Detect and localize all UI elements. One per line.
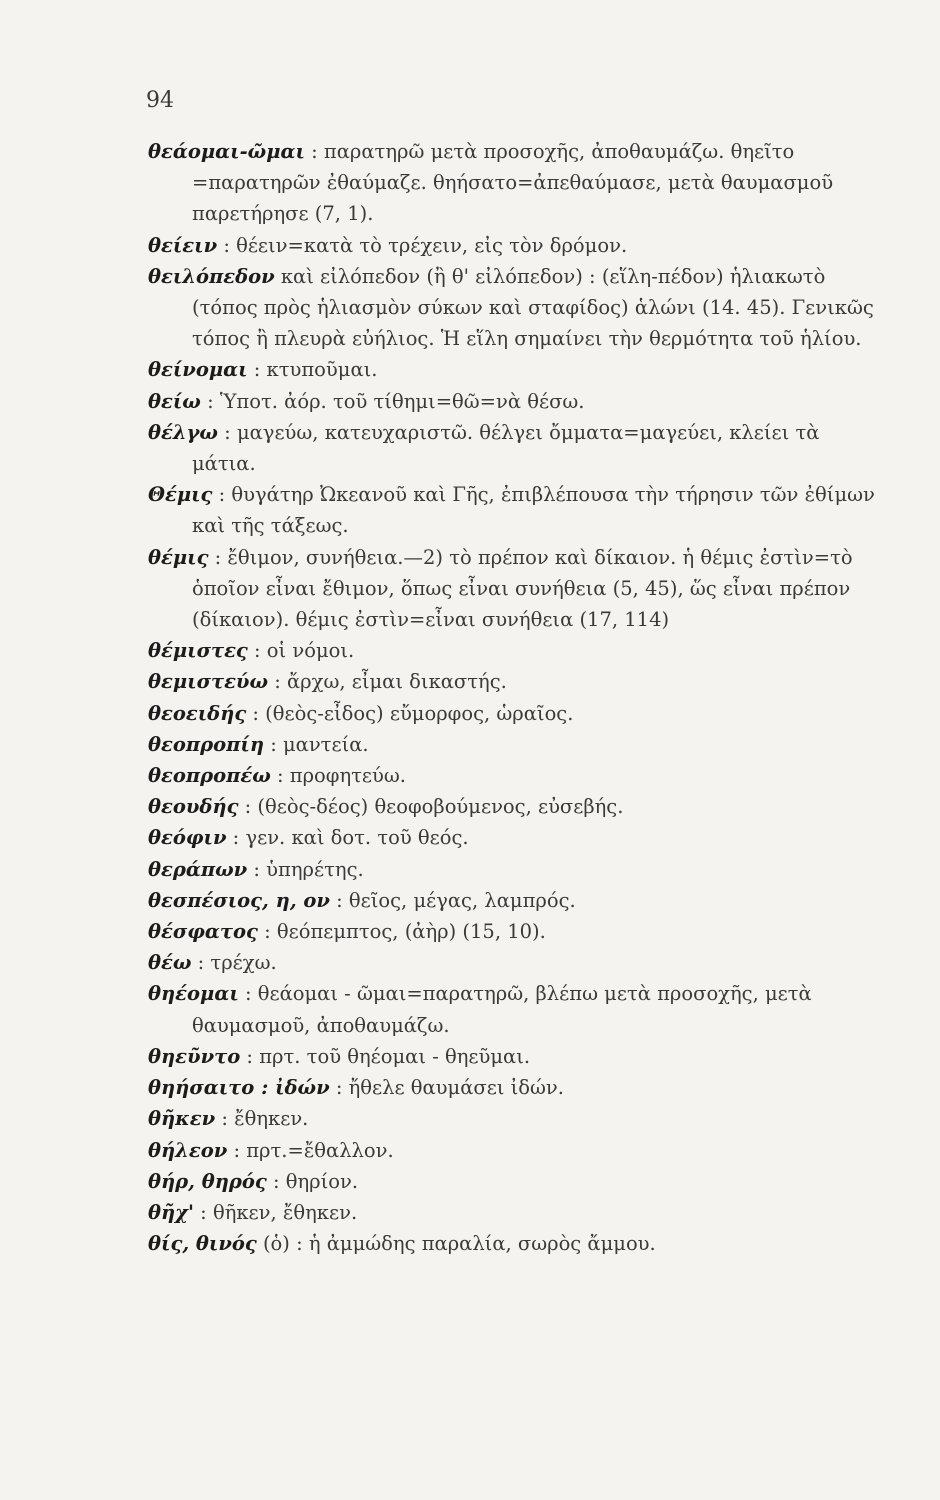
entry-headword: θήρ, θηρός (148, 1169, 267, 1193)
entry-definition: : (θεὸς-δέος) θεοφοβούμενος, εὐσεβής. (238, 795, 624, 819)
entry-definition: (ὁ) : ἡ ἀμμώδης παραλία, σωρὸς ἄμμου. (256, 1232, 656, 1256)
dictionary-entry (148, 542, 888, 636)
entry-headword: θεσπέσιος, η, ον (148, 888, 330, 912)
entry-headword: θήλεον (148, 1138, 228, 1162)
entry-headword: θειλόπεδον (148, 264, 275, 288)
entry-headword: θείω (148, 389, 201, 413)
dictionary-entry (148, 1072, 888, 1103)
dictionary-entry (148, 386, 888, 417)
entry-definition: : ἔθηκεν. (215, 1107, 309, 1131)
entry-definition: : (θεὸς-εἶδος) εὔμορφος, ὡραῖος. (246, 701, 574, 725)
entry-definition: : ὑπηρέτης. (247, 857, 364, 881)
dictionary-entries (148, 136, 888, 1259)
page-number: 94 (146, 88, 174, 113)
dictionary-entry (148, 635, 888, 666)
entry-definition: : ἔθιμον, συνήθεια.—2) τὸ πρέπον καὶ δίκαιον. ἡ θέμις ἐστὶν=τὸ ὁποῖον εἶναι ἔθιμον, ὅπως εἶναι συνήθεια (5, 45), ὥς εἶναι πρέπον (δίκαιον). θέμις ἐστὶν=εἶναι συνήθεια (17, 114) (192, 545, 853, 632)
entry-headword: θεμιστεύω (148, 670, 269, 694)
entry-definition: : γεν. καὶ δοτ. τοῦ θεός. (226, 826, 469, 850)
dictionary-entry (148, 136, 888, 230)
entry-headword: θῆχ' (148, 1200, 194, 1224)
dictionary-entry (148, 760, 888, 791)
entry-definition: : πρτ.=ἔθαλλον. (227, 1138, 394, 1162)
entry-headword: θεοειδής (148, 701, 247, 725)
entry-definition: : θεάομαι - ῶμαι=παρατηρῶ, βλέπω μετὰ προσοχῆς, μετὰ θαυμασμοῦ, ἀποθαυμάζω. (192, 982, 812, 1037)
entry-headword: θηέομαι (148, 982, 239, 1006)
dictionary-entry (148, 885, 888, 916)
entry-headword: θίς, θινός (148, 1232, 257, 1256)
entry-headword: θείειν (148, 233, 218, 257)
entry-definition: : πρτ. τοῦ θηέομαι - θηεῦμαι. (240, 1044, 531, 1068)
entry-definition: : μαντεία. (264, 732, 369, 756)
dictionary-entry (148, 791, 888, 822)
entry-headword: θηήσαιτο : ἰδών (148, 1076, 330, 1100)
dictionary-entry (148, 978, 888, 1040)
entry-definition: : προφητεύω. (270, 764, 406, 788)
entry-definition: : παρατηρῶ μετὰ προσοχῆς, ἀποθαυμάζω. θηεῖτο =παρατηρῶν ἐθαύμαζε. θηήσατο=ἀπεθαύμασε, μετὰ θαυμασμοῦ παρετήρησε (7, 1). (192, 140, 834, 226)
entry-definition: : ἤθελε θαυμάσει ἰδών. (329, 1076, 564, 1100)
dictionary-entry (148, 822, 888, 853)
entry-headword: θέμιστες (148, 639, 248, 663)
entry-headword: θέμις (148, 545, 209, 569)
entry-definition: : θέειν=κατὰ τὸ τρέχειν, εἰς τὸν δρόμον. (217, 233, 628, 257)
entry-definition: : ἄρχω, εἶμαι δικαστής. (268, 670, 507, 694)
dictionary-entry (148, 354, 888, 385)
dictionary-entry (148, 1228, 888, 1259)
dictionary-entry (148, 729, 888, 760)
entry-definition: : θεόπεμπτος, (ἀὴρ) (15, 10). (257, 920, 546, 944)
entry-definition: : θῆκεν, ἔθηκεν. (193, 1200, 358, 1224)
dictionary-entry (148, 1041, 888, 1072)
entry-headword: θηεῦντο (148, 1044, 241, 1068)
entry-definition: καὶ εἰλόπεδον (ἢ θ' εἰλόπεδον) : (εἵλη-πέδον) ἡλιακωτὸ (τόπος πρὸς ἡλιασμὸν σύκων καὶ σταφίδος) ἁλώνι (14. 45). Γενικῶς τόπος ἢ πλευρὰ εὐήλιος. Ἡ εἵλη σημαίνει τὴν θερμότητα τοῦ ἡλίου. (192, 264, 874, 351)
dictionary-entry (148, 1197, 888, 1228)
entry-headword: θεάομαι-ῶμαι (148, 140, 305, 163)
entry-definition: : θυγάτηρ Ὠκεανοῦ καὶ Γῆς, ἐπιβλέπουσα τὴν τήρησιν τῶν ἐθίμων καὶ τῆς τάξεως. (192, 483, 875, 538)
entry-definition: : μαγεύω, κατευχαριστῶ. θέλγει ὄμματα=μαγεύει, κλείει τὰ μάτια. (192, 420, 820, 476)
dictionary-entry (148, 666, 888, 697)
entry-definition: : κτυποῦμαι. (247, 358, 378, 382)
dictionary-entry (148, 230, 888, 261)
entry-headword: θέσφατος (148, 920, 258, 944)
dictionary-entry (148, 1103, 888, 1134)
entry-headword: θέλγω (148, 420, 218, 444)
dictionary-entry (148, 1166, 888, 1197)
entry-headword: θῆκεν (148, 1107, 216, 1131)
entry-headword: θεόφιν (148, 826, 227, 850)
entry-headword: θεράπων (148, 857, 248, 881)
dictionary-entry (148, 1135, 888, 1166)
entry-headword: θείνομαι (148, 358, 248, 382)
entry-headword: θέω (148, 951, 192, 975)
entry-definition: : θεῖος, μέγας, λαμπρός. (329, 888, 576, 912)
dictionary-entry (148, 947, 888, 978)
entry-definition: : τρέχω. (191, 951, 277, 975)
entry-definition: : οἱ νόμοι. (247, 639, 355, 663)
entry-headword: θεουδής (148, 795, 239, 819)
dictionary-entry (148, 261, 888, 355)
dictionary-entry (148, 854, 888, 885)
dictionary-entry (148, 479, 888, 541)
entry-headword: θεοπροπίη (148, 732, 265, 756)
entry-headword: Θέμις (148, 483, 213, 507)
dictionary-entry (148, 698, 888, 729)
dictionary-entry (148, 916, 888, 947)
dictionary-entry (148, 417, 888, 479)
entry-definition: : θηρίον. (266, 1169, 359, 1193)
entry-definition: : Ὑποτ. ἀόρ. τοῦ τίθημι=θῶ=νὰ θέσω. (200, 389, 585, 413)
entry-headword: θεοπροπέω (148, 764, 271, 788)
